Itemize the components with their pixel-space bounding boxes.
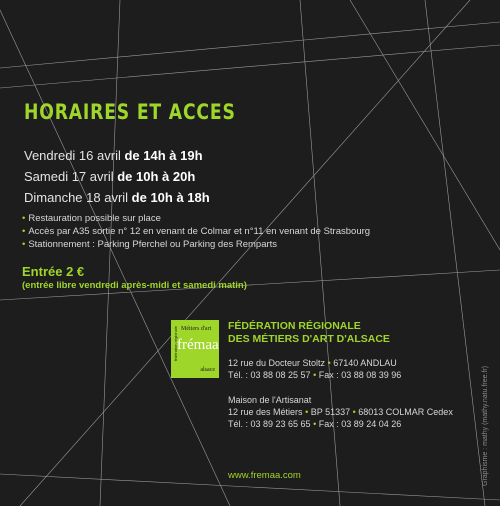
contact-line [228,418,453,430]
entry-price-note: (entrée libre vendredi après-midi et samedi matin) [22,280,247,291]
separator-dot: • [313,419,319,429]
info-item [22,225,370,238]
entry-price: Entrée 2 € [22,264,85,279]
address-colmar [228,394,453,430]
schedule-day: Dimanche 18 avril [24,190,129,205]
org-name-line2: DES MÉTIERS D'ART D'ALSACE [228,333,390,345]
address-tel: Tél. : 03 89 23 65 65 [228,419,311,429]
schedule-hours: de 10h à 20h [117,169,196,184]
org-name-line1: FÉDÉRATION RÉGIONALE [228,320,361,332]
info-item-text: Stationnement : Parking Pferchel ou Parking des Remparts [28,239,278,250]
website-link[interactable]: www.fremaa.com [228,470,301,481]
address-name: Maison de l'Artisanat [228,395,312,405]
address-street: 12 rue des Métiers [228,407,303,417]
address-bp: BP 51337 [310,407,351,417]
separator-dot: • [352,407,359,417]
separator-dot: • [313,370,319,380]
logo-line2: frémaa [177,337,219,353]
logo-vertical-text: fédération régionale [173,326,178,362]
info-item-text: Accès par A35 sortie n° 12 en venant de Colmar et n°11 en venant de Strasbourg [28,226,371,237]
schedule-hours: de 10h à 18h [131,190,210,205]
address-line [228,357,401,369]
schedule-line [24,187,210,208]
info-item [22,212,370,225]
address-city: 68013 COLMAR Cedex [358,407,453,417]
schedule-line [24,145,210,166]
info-item-text: Restauration possible sur place [28,213,161,224]
separator-dot: • [327,358,334,368]
address-fax: Fax : 03 89 24 04 26 [318,419,402,429]
info-list [22,212,370,251]
schedule-hours: de 14h à 19h [124,148,203,163]
address-street: 12 rue du Docteur Stoltz [228,358,326,368]
contact-line [228,369,401,381]
organization-name [228,320,390,346]
bullet-icon: • [22,226,26,237]
schedule-line [24,166,210,187]
address-andlau [228,357,401,381]
info-item [22,238,370,251]
bullet-icon: • [22,213,26,224]
page-title: HORAIRES ET ACCES [24,100,236,124]
bullet-icon: • [22,239,26,250]
separator-dot: • [305,407,311,417]
schedule [24,145,210,208]
logo-line3: alsace [200,367,215,373]
schedule-day: Vendredi 16 avril [24,148,121,163]
schedule-day: Samedi 17 avril [24,169,114,184]
fremaa-logo [171,320,219,378]
design-credit: Graphisme : mathy (mathy.natu.free.fr) [482,365,489,486]
address-line [228,406,453,418]
logo-line1: Métiers d'art [181,326,212,332]
address-fax: Fax : 03 88 08 39 96 [318,370,402,380]
address-tel: Tél. : 03 88 08 25 57 [228,370,311,380]
address-city: 67140 ANDLAU [333,358,397,368]
